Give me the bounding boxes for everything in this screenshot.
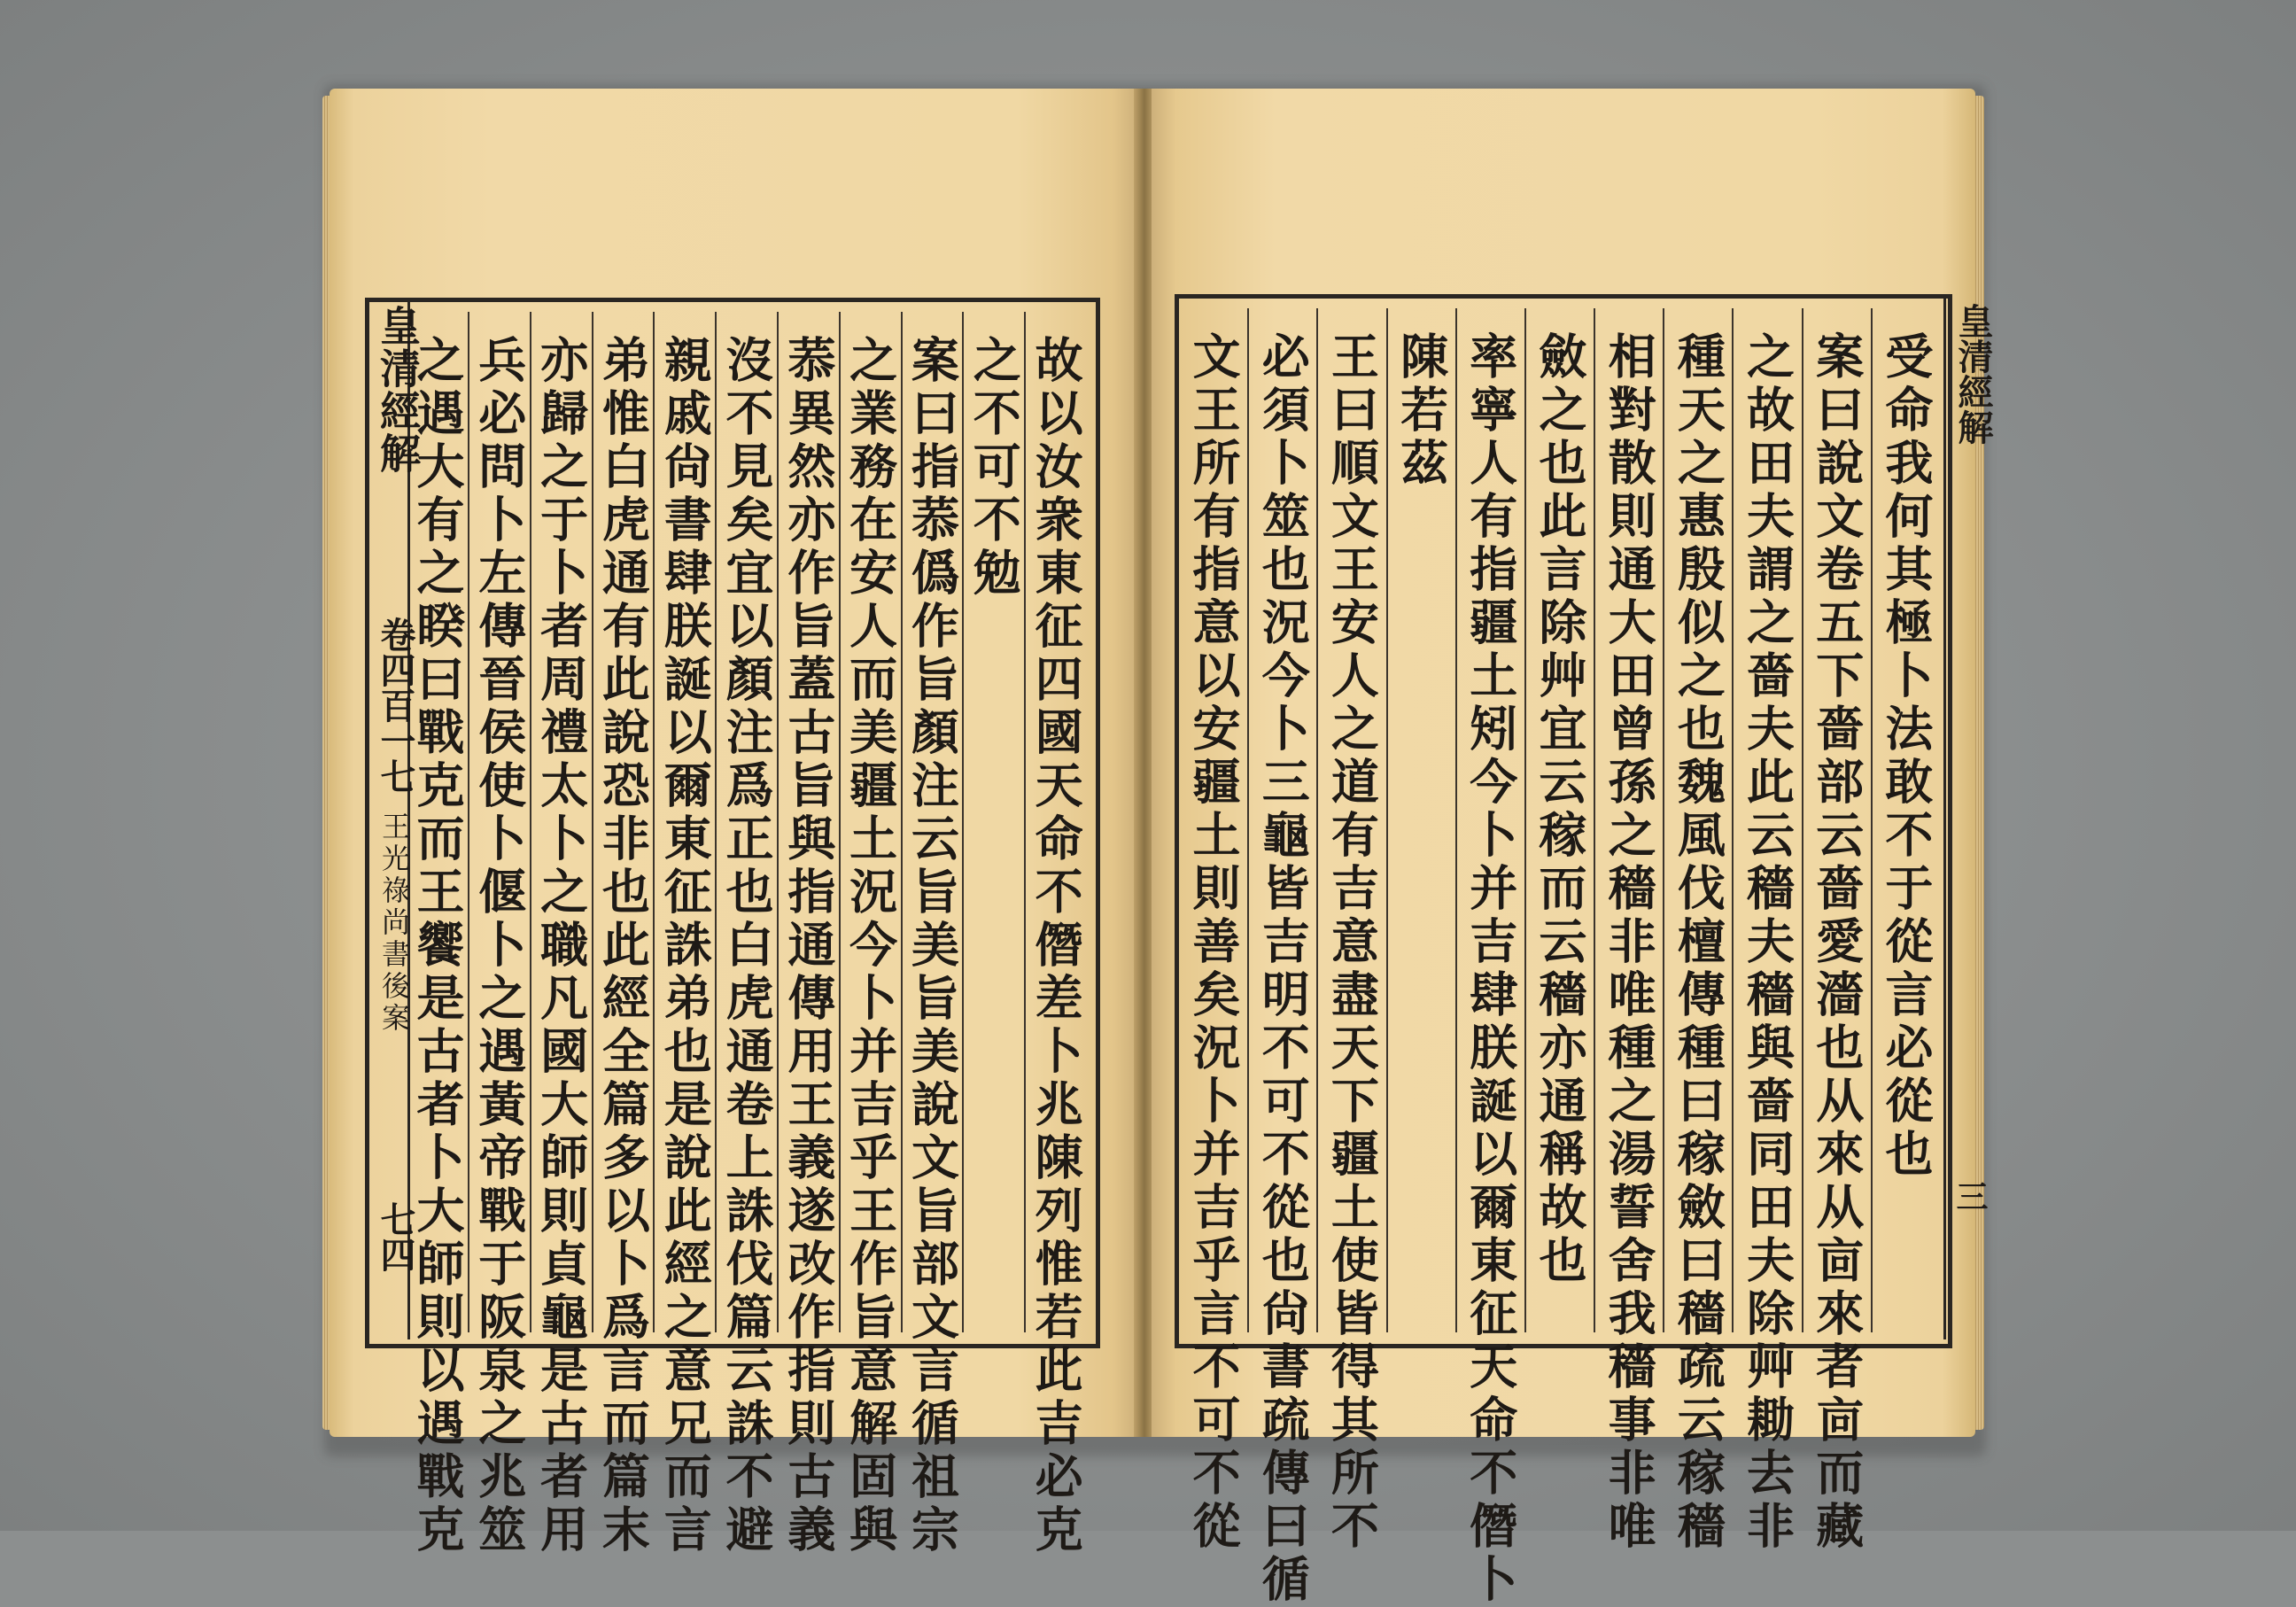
column-text: 親戚尙書肆朕誕以爾東征誅弟也是說此經之意兄而言 xyxy=(656,335,714,1557)
column-text: 兵必問卜左傳晉侯使卜偃卜之遇黃帝戰于阪泉之兆筮 xyxy=(470,335,528,1557)
text-column xyxy=(1316,308,1385,1554)
left-margin-volume: 卷四百一七 xyxy=(375,617,416,794)
column-text: 亦歸之于卜者周禮太卜之職凡國大師則貞龜是古者用 xyxy=(532,335,590,1557)
left-page-margin xyxy=(365,298,422,1339)
left-margin-title: 皇清經解 xyxy=(374,305,422,475)
text-column xyxy=(1871,308,1940,1332)
column-text: 案曰指菾僞作旨顏注云旨美旨美說文旨部文言循祖宗 xyxy=(904,335,961,1557)
column-text: 陳若茲 xyxy=(1392,331,1450,491)
text-column xyxy=(1802,308,1871,1554)
text-column xyxy=(777,312,839,1557)
column-text: 斂之也此言除艸宜云稼而云穡亦通稱故也 xyxy=(1531,331,1588,1288)
column-text: 受命我何其極卜法敢不于從言必從也 xyxy=(1877,331,1935,1182)
text-column xyxy=(530,312,592,1557)
column-text: 菾異然亦作旨蓋古旨與指通傳用王義遂改作指則古義 xyxy=(780,335,837,1557)
text-column xyxy=(592,312,654,1557)
column-text: 率寧人有指疆土矧今卜并吉肆朕誕以爾東征天命不僭卜 xyxy=(1462,331,1519,1607)
right-page-margin xyxy=(1943,294,1994,1339)
text-column xyxy=(1524,308,1594,1332)
text-column xyxy=(1663,308,1732,1554)
left-page xyxy=(330,89,1137,1557)
open-book xyxy=(330,89,1994,1607)
text-column xyxy=(901,312,963,1557)
text-column xyxy=(1594,308,1663,1554)
column-text: 案曰說文卷五下嗇部云嗇愛濇也从來从㐭來者㐭而藏 xyxy=(1808,331,1866,1554)
column-text: 王曰順文王安人之道有吉意盡天下疆土使皆得其所不 xyxy=(1323,331,1381,1554)
left-margin-subtitle: 王光祿尚書後案 xyxy=(377,811,411,1035)
left-margin-page-number: 七四 xyxy=(375,1201,416,1272)
column-text: 弟惟白虎通有此說恐非也此經全篇多以卜爲言而篇末 xyxy=(594,335,652,1557)
text-column xyxy=(1732,308,1801,1554)
text-column xyxy=(962,312,1024,1332)
text-column xyxy=(653,312,715,1557)
text-column xyxy=(715,312,777,1557)
column-text: 種天之惠殷似之也魏風伐檀傳種曰稼斂曰穡疏云稼穡 xyxy=(1670,331,1727,1554)
column-text: 之不可不勉 xyxy=(966,335,1023,601)
text-column xyxy=(839,312,901,1557)
text-column xyxy=(1386,308,1455,1332)
text-column xyxy=(1024,312,1086,1557)
column-text: 之故田夫謂之嗇夫此云穡夫穡與嗇同田夫除艸耡去非 xyxy=(1739,331,1796,1554)
right-page-text-columns xyxy=(1180,308,1940,1607)
right-margin-page-number: 三 xyxy=(1951,1180,1989,1212)
column-text: 文王所有指意以安疆土則善矣況卜并吉乎言不可不從 xyxy=(1185,331,1243,1554)
column-text: 故以汝衆東征四國天命不僭差卜兆陳列惟若此吉必克 xyxy=(1028,335,1085,1557)
text-column xyxy=(1247,308,1316,1607)
column-text: 之業務在安人而美疆土況今卜并吉乎王作旨意解固與 xyxy=(842,335,899,1557)
column-text: 沒不見矣宜以顏注爲正也白虎通卷上誅伐篇云誅不避 xyxy=(718,335,776,1557)
text-column xyxy=(1455,308,1524,1607)
text-column xyxy=(1180,308,1247,1554)
text-column xyxy=(407,312,468,1557)
column-text: 必須卜筮也況今卜三龜皆吉明不可不從也尙書疏傳曰循 xyxy=(1254,331,1312,1607)
text-column xyxy=(468,312,530,1557)
right-margin-title: 皇清經解 xyxy=(1952,303,1994,445)
left-page-text-columns xyxy=(407,312,1086,1557)
column-text: 之遇大有之睽曰戰克而王饗是古者卜大師則以遇戰克 xyxy=(408,335,466,1557)
right-page xyxy=(1152,89,1994,1607)
column-text: 相對散則通大田曾孫之穡非唯種之湯誓舍我穡事非唯 xyxy=(1601,331,1658,1554)
